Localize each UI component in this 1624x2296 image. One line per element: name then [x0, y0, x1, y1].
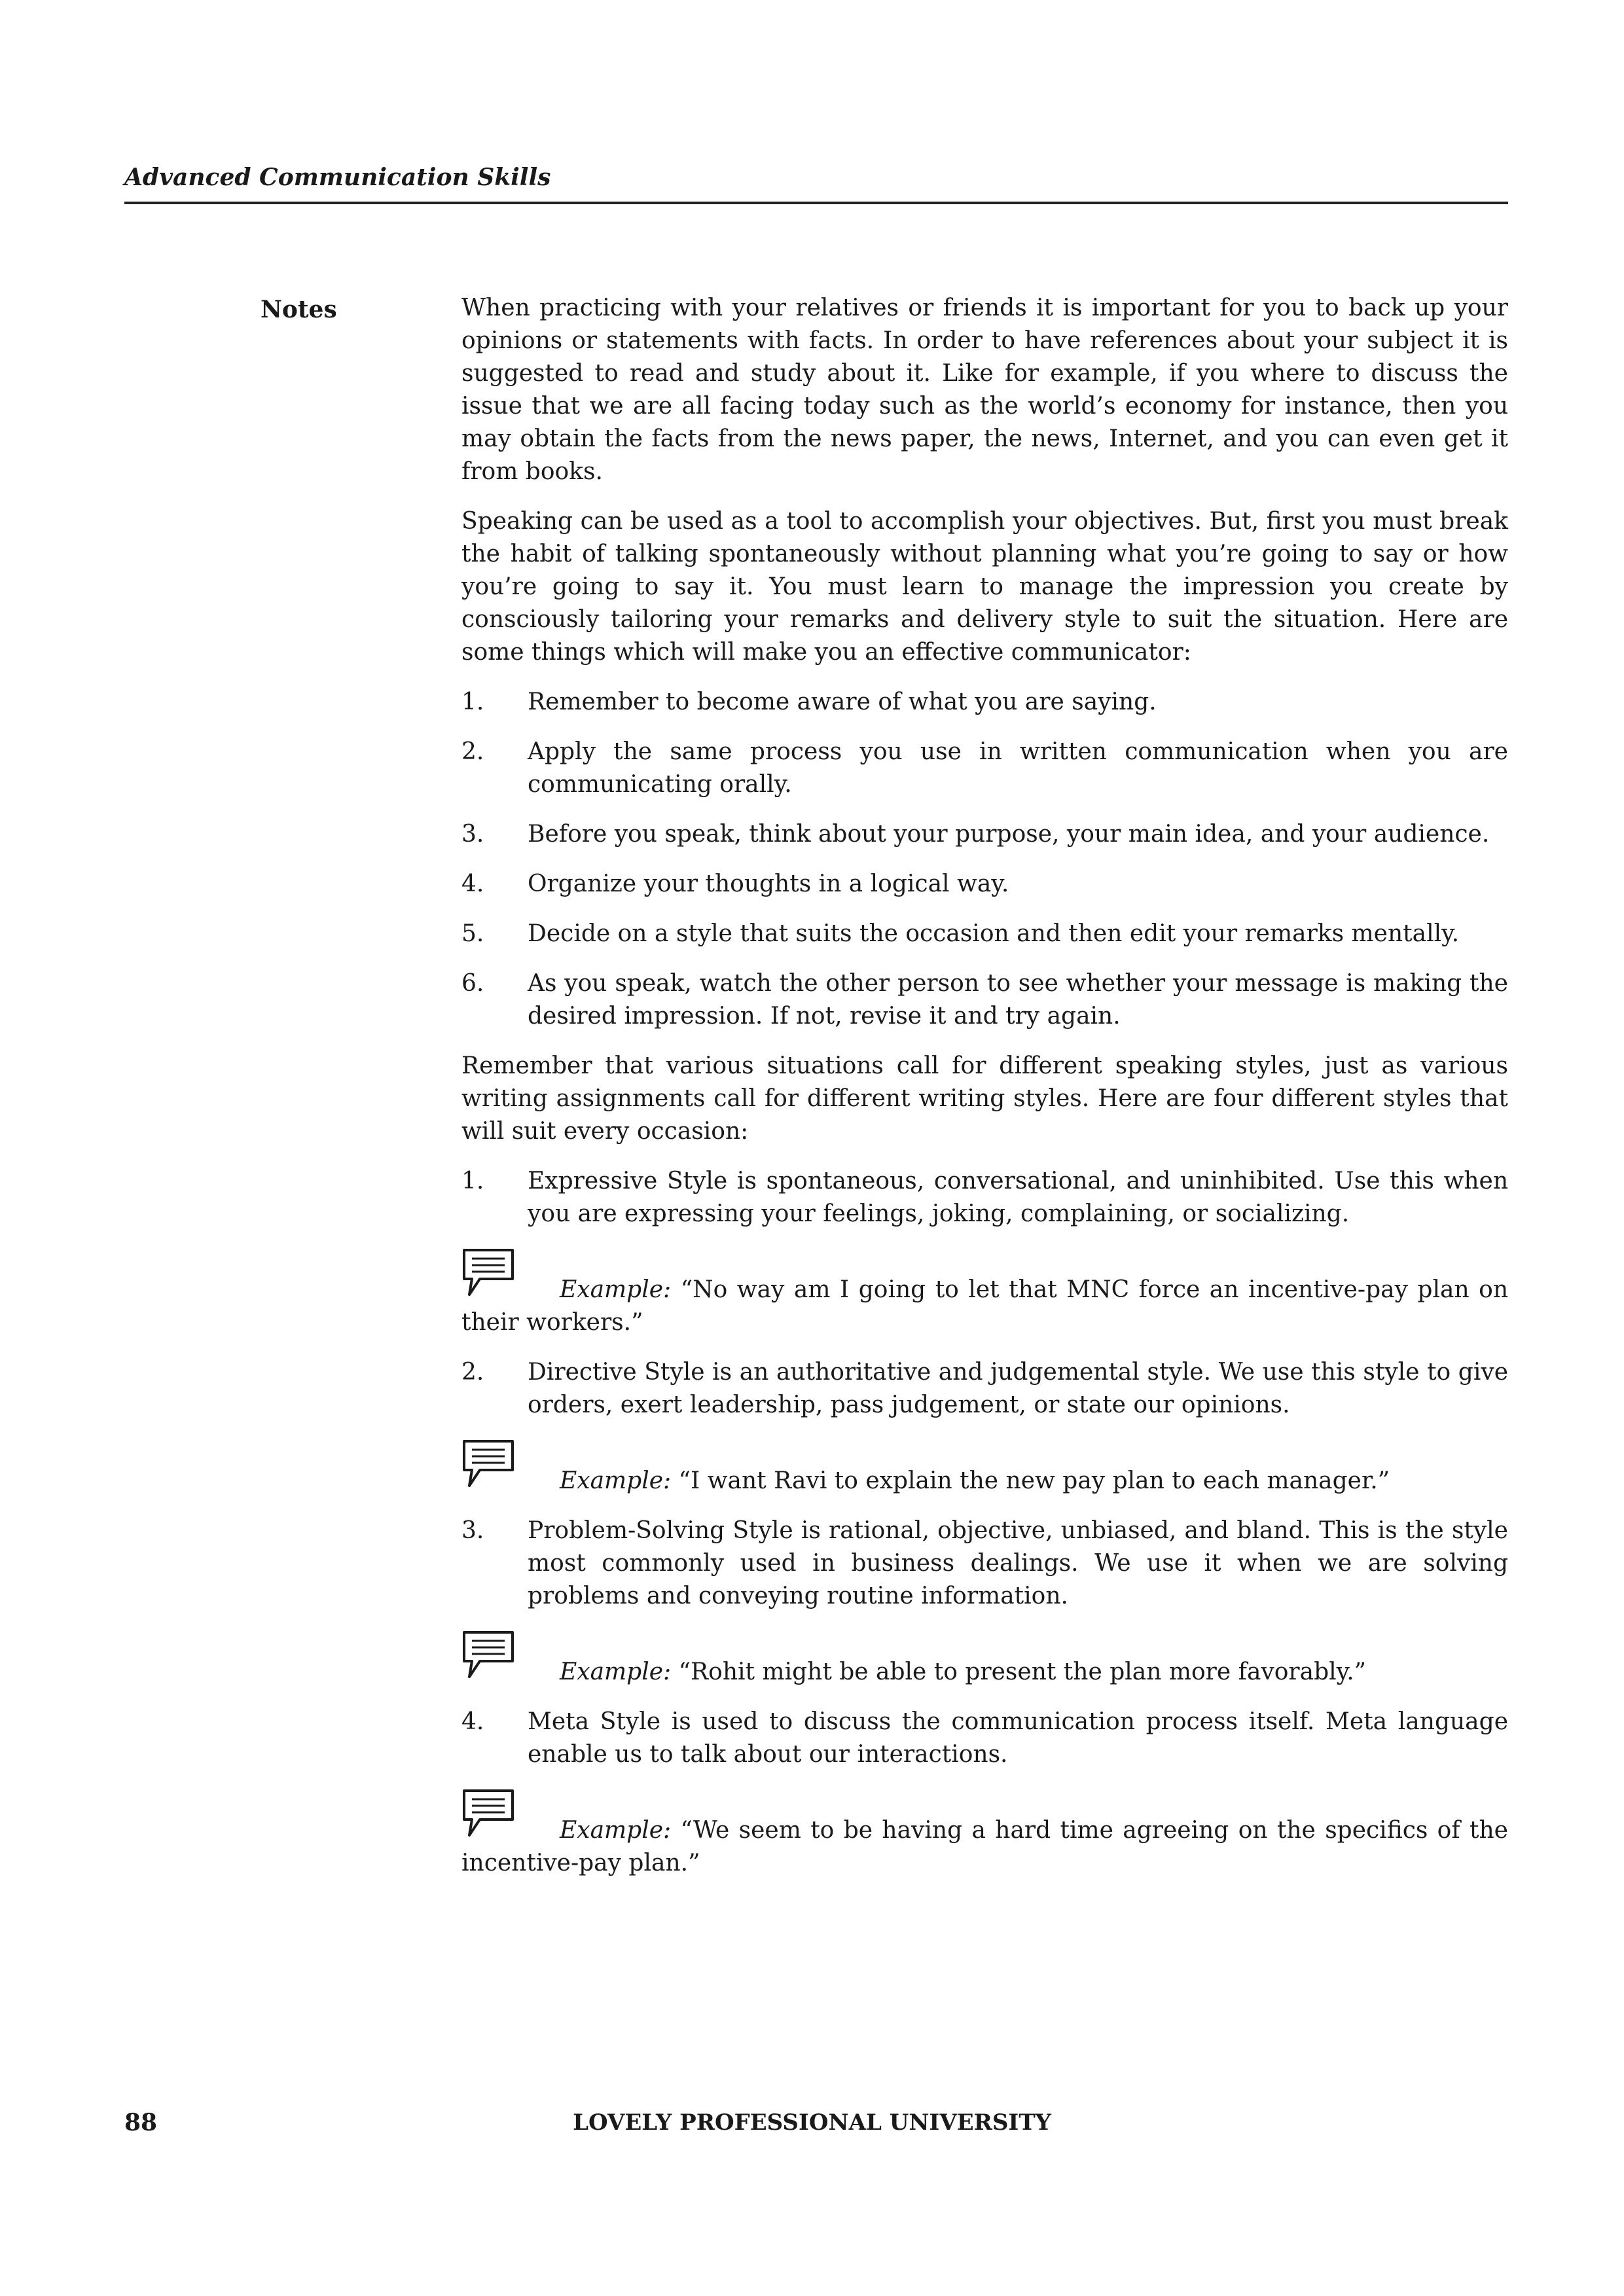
- list-item: [461, 1706, 1508, 1771]
- page-number: 88: [124, 2109, 158, 2136]
- list-item: [461, 1356, 1508, 1422]
- list-number: 5.: [461, 920, 484, 947]
- example-label: Example:: [560, 1276, 672, 1303]
- style-entry: [461, 1356, 1508, 1498]
- style-entry: [461, 1515, 1508, 1689]
- style-entry: [461, 1165, 1508, 1339]
- list-number: 3.: [461, 821, 484, 848]
- example-quote: “Rohit might be able to present the plan more favorably.”: [678, 1659, 1367, 1685]
- list-item: [461, 868, 1508, 901]
- example-label: Example:: [560, 1467, 672, 1494]
- example-text: [461, 1465, 1508, 1498]
- running-head: Advanced Communication Skills: [124, 162, 1508, 204]
- paragraph: When practicing with your relatives or friends it is important for you to back up your opinions or statements with facts. In order to have references about your subject it is suggested to read and study about it. Like for example, if you where to discuss the issue that we are all facing today such as the world’s economy for instance, then you may obtain the facts from the news paper, the news, Internet, and you can even get it from books.: [461, 295, 1508, 485]
- example-text: [461, 1814, 1508, 1880]
- style-entry: [461, 1706, 1508, 1880]
- list-text: Directive Style is an authoritative and judgemental style. We use this style to give orders, exert leadership, pass judgement, or state our opinions.: [528, 1359, 1508, 1418]
- example-quote: “I want Ravi to explain the new pay plan to each manager.”: [678, 1467, 1390, 1494]
- list-item: [461, 1515, 1508, 1613]
- list-item: [461, 918, 1508, 950]
- list-number: 4.: [461, 870, 484, 897]
- paragraph: Speaking can be used as a tool to accomplish your objectives. But, first you must break the habit of talking spontaneously without planning what you’re going to say or how you’re going to say it. You must learn to manage the impression you create by consciously tailoring your remarks and delivery style to suit the situation. Here are some things which will make you an effective communicator:: [461, 508, 1508, 666]
- list-number: 1.: [461, 689, 484, 715]
- list-text: Apply the same process you use in written communication when you are communicating orally.: [528, 738, 1508, 798]
- list-text: Expressive Style is spontaneous, conversational, and uninhibited. Use this when you are expressing your feelings, joking, complaining, or socializing.: [528, 1168, 1508, 1227]
- list-text: Meta Style is used to discuss the communication process itself. Meta language enable us to talk about our interactions.: [528, 1708, 1508, 1768]
- list-item: [461, 736, 1508, 801]
- example-quote: “No way am I going to let that MNC force an incentive-pay plan on their workers.”: [461, 1276, 1508, 1336]
- paragraph: Remember that various situations call for different speaking styles, just as various writing assignments call for different writing styles. Here are four different styles that will suit every occasion:: [461, 1052, 1508, 1145]
- list-number: 1.: [461, 1168, 484, 1194]
- notes-label: Notes: [261, 296, 337, 323]
- example-label: Example:: [560, 1817, 672, 1844]
- list-text: Organize your thoughts in a logical way.: [528, 870, 1009, 897]
- example-quote: “We seem to be having a hard time agreeing on the specifics of the incentive-pay plan.”: [461, 1817, 1508, 1876]
- list-number: 2.: [461, 1359, 484, 1386]
- main-content: [461, 292, 1508, 1897]
- list-number: 2.: [461, 738, 484, 765]
- footer-publisher: LOVELY PROFESSIONAL UNIVERSITY: [573, 2109, 1051, 2136]
- list-text: Before you speak, think about your purpose, your main idea, and your audience.: [528, 821, 1490, 848]
- list-text: As you speak, watch the other person to see whether your message is making the desired impression. If not, revise it and try again.: [528, 970, 1508, 1030]
- example-block: [461, 1247, 1508, 1339]
- example-text: [461, 1656, 1508, 1689]
- example-label: Example:: [560, 1659, 672, 1685]
- list-item: [461, 1165, 1508, 1230]
- styles-list: [461, 1165, 1508, 1880]
- list-item: [461, 967, 1508, 1033]
- list-number: 3.: [461, 1517, 484, 1544]
- list-item: [461, 686, 1508, 719]
- example-block: [461, 1630, 1508, 1689]
- list-text: Problem-Solving Style is rational, objective, unbiased, and bland. This is the style most commonly used in business dealings. We use it when we are solving problems and conveying routine information.: [528, 1517, 1508, 1609]
- steps-list: [461, 686, 1508, 1033]
- example-block: [461, 1439, 1508, 1498]
- list-item: [461, 818, 1508, 851]
- list-number: 4.: [461, 1708, 484, 1735]
- example-block: [461, 1788, 1508, 1880]
- list-number: 6.: [461, 970, 484, 997]
- example-text: [461, 1274, 1508, 1339]
- list-text: Decide on a style that suits the occasion and then edit your remarks mentally.: [528, 920, 1460, 947]
- list-text: Remember to become aware of what you are saying.: [528, 689, 1157, 715]
